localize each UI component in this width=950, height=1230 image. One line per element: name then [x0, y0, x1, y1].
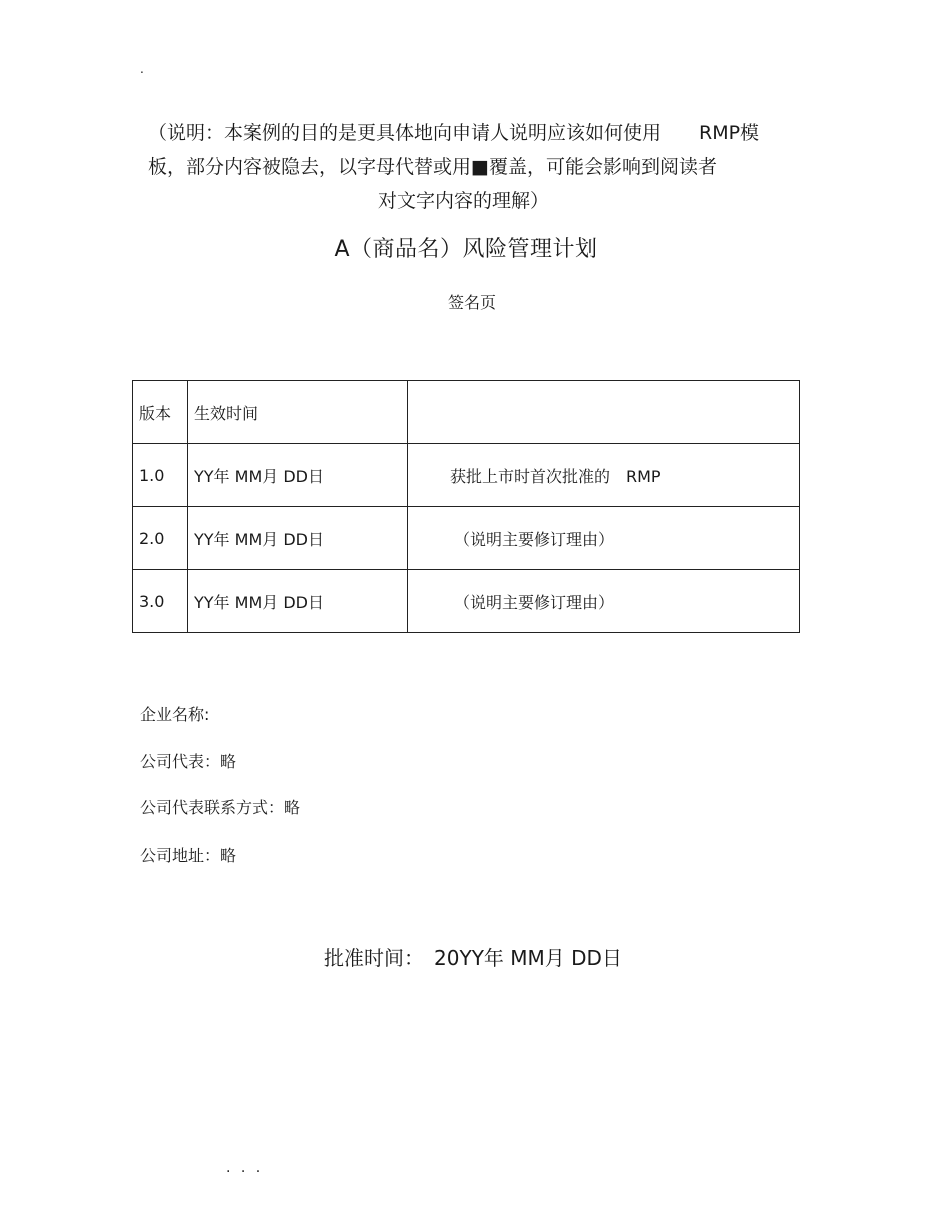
header-cell-date: 生效时间	[188, 381, 408, 444]
version-cell: 3.0	[133, 570, 188, 633]
table-row	[133, 444, 800, 507]
header-cell-version: 版本	[133, 381, 188, 444]
approval-date: 批准时间： 20YY年 MM月 DD日	[324, 946, 622, 970]
representative-contact: 公司代表联系方式：略	[140, 798, 301, 817]
header-dot: .	[140, 62, 144, 76]
note-line-1: （说明：本案例的目的是更具体地向申请人说明应该如何使用 RMP模	[148, 122, 760, 144]
footer-dots: . . .	[226, 1160, 264, 1176]
date-cell: YY年 MM月 DD日	[188, 507, 408, 570]
date-cell: YY年 MM月 DD日	[188, 444, 408, 507]
note-cell: （说明主要修订理由）	[408, 570, 800, 633]
note-cell: 获批上市时首次批准的 RMP	[408, 444, 800, 507]
explanatory-note	[130, 116, 820, 218]
company-name-label: 企业名称:	[140, 705, 210, 724]
table-row	[133, 507, 800, 570]
note-line-2: 板，部分内容被隐去，以字母代替或用■覆盖，可能会影响到阅读者	[148, 156, 717, 178]
document-subtitle: 签名页	[447, 293, 496, 312]
version-cell: 2.0	[133, 507, 188, 570]
note-line-3: 对文字内容的理解）	[378, 190, 550, 212]
date-cell: YY年 MM月 DD日	[188, 570, 408, 633]
company-address: 公司地址：略	[140, 846, 237, 865]
version-table	[132, 380, 800, 633]
document-title: A（商品名）风险管理计划	[334, 237, 598, 262]
header-cell-note	[408, 381, 800, 444]
table-row	[133, 570, 800, 633]
table-header-row	[133, 381, 800, 444]
company-representative: 公司代表：略	[140, 752, 237, 771]
version-cell: 1.0	[133, 444, 188, 507]
note-cell: （说明主要修订理由）	[408, 507, 800, 570]
